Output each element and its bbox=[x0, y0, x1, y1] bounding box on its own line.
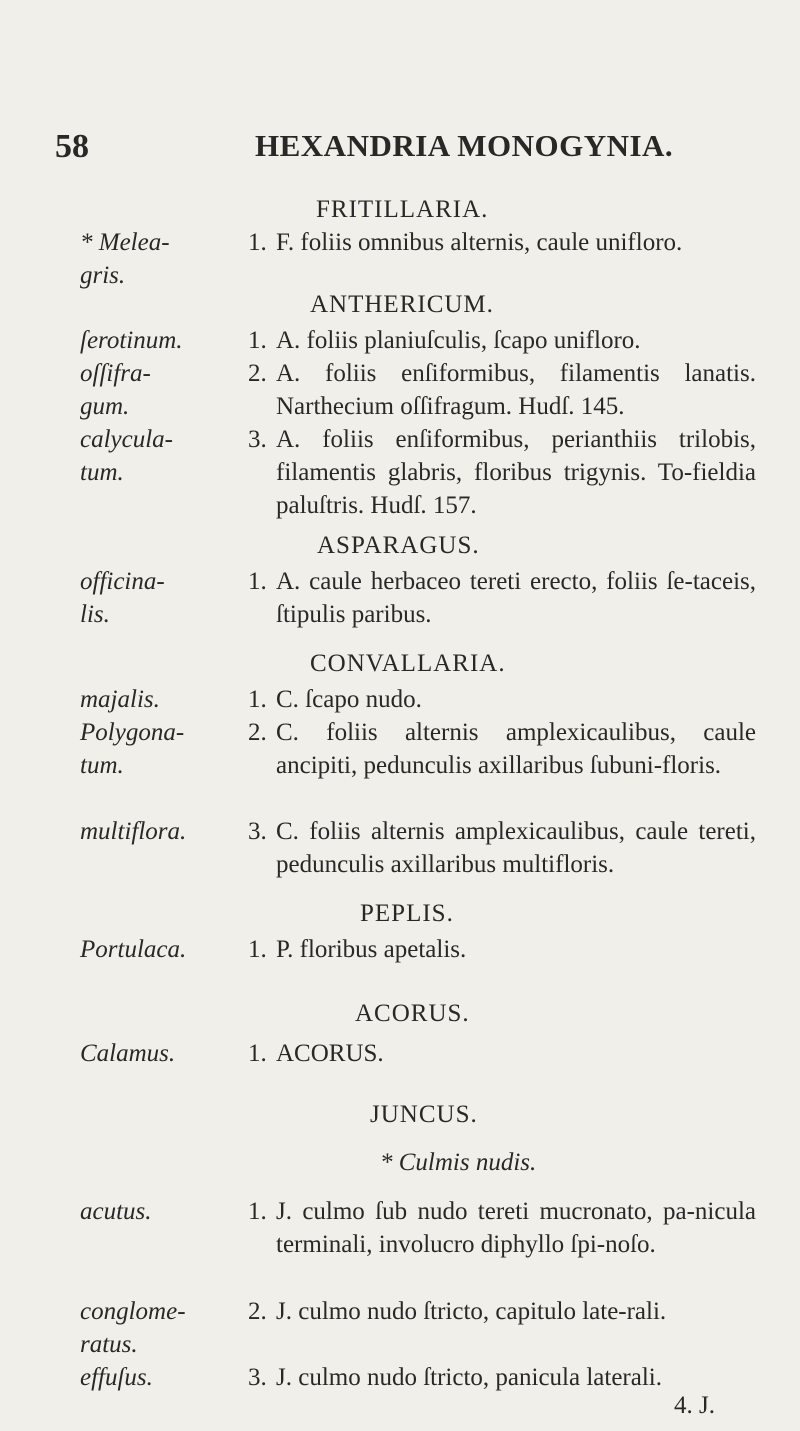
species-description: C. ſcapo nudo. bbox=[276, 686, 422, 713]
species-name: majalis. bbox=[80, 686, 160, 713]
genus-title-convallaria: CONVALLARIA. bbox=[310, 650, 506, 677]
species-name: ſerotinum. bbox=[80, 327, 183, 354]
species-name: effuſus. bbox=[80, 1364, 153, 1391]
genus-title-peplis: PEPLIS. bbox=[360, 900, 454, 927]
species-description: C. foliis alternis amplexicaulibus, caule ancipiti, pedunculis axillaribus ſubuni-floris. bbox=[276, 719, 756, 779]
species-number: 1. bbox=[248, 1198, 267, 1225]
species-number: 1. bbox=[248, 568, 267, 595]
species-number: 2. bbox=[248, 1298, 267, 1325]
running-head: HEXANDRIA MONOGYNIA. bbox=[255, 128, 674, 163]
species-description: A. foliis planiuſculis, ſcapo unifloro. bbox=[276, 327, 641, 354]
species-name: Portulaca. bbox=[80, 936, 187, 963]
genus-title-fritillaria: FRITILLARIA. bbox=[316, 196, 489, 223]
species-description: F. foliis omnibus alternis, caule unifloro. bbox=[276, 229, 683, 256]
species-number: 2. bbox=[248, 360, 267, 387]
species-name: Polygona- tum. bbox=[80, 719, 185, 779]
page-number: 58 bbox=[55, 128, 89, 165]
species-number: 2. bbox=[248, 719, 267, 746]
genus-title-acorus: ACORUS. bbox=[355, 1000, 470, 1027]
species-number: 1. bbox=[248, 229, 267, 256]
genus-title-anthericum: ANTHERICUM. bbox=[310, 291, 494, 318]
species-description: J. culmo nudo ſtricto, panicula laterali. bbox=[276, 1364, 662, 1391]
species-name: oſſifra- gum. bbox=[80, 360, 151, 420]
species-description: A. foliis enſiformibus, filamentis lanatis. Narthecium oſſifragum. Hudſ. 145. bbox=[276, 360, 756, 420]
species-name: Calamus. bbox=[80, 1040, 176, 1067]
species-name: officina- lis. bbox=[80, 568, 165, 628]
species-description: C. foliis alternis amplexicaulibus, caule tereti, pedunculis axillaribus multifloris. bbox=[276, 818, 756, 878]
species-name: acutus. bbox=[80, 1198, 152, 1225]
species-description: A. caule herbaceo tereti erecto, foliis ſe-taceis, ſtipulis paribus. bbox=[276, 568, 756, 628]
species-description: P. floribus apetalis. bbox=[276, 936, 467, 963]
species-number: 3. bbox=[248, 1364, 267, 1391]
species-description: J. culmo nudo ſtricto, capitulo late-rali. bbox=[276, 1298, 667, 1325]
species-number: 1. bbox=[248, 327, 267, 354]
species-description: A. foliis enſiformibus, perianthiis trilobis, filamentis glabris, floribus trigynis. To-fieldia paluſtris. Hudſ. 157. bbox=[276, 426, 756, 519]
genus-title-asparagus: ASPARAGUS. bbox=[317, 532, 480, 559]
species-name: calycula- tum. bbox=[80, 426, 174, 486]
species-number: 1. bbox=[248, 686, 267, 713]
species-number: 1. bbox=[248, 1040, 267, 1067]
page-header bbox=[0, 128, 800, 178]
genus-title-juncus: JUNCUS. bbox=[370, 1101, 478, 1128]
species-name: multiflora. bbox=[80, 818, 187, 845]
juncus-subheading: * Culmis nudis. bbox=[380, 1149, 537, 1176]
species-name: conglome- ratus. bbox=[80, 1298, 186, 1358]
species-number: 3. bbox=[248, 426, 267, 453]
species-description: ACORUS. bbox=[276, 1040, 384, 1067]
catchword: 4. J. bbox=[674, 1392, 715, 1419]
species-number: 1. bbox=[248, 936, 267, 963]
species-description: J. culmo ſub nudo tereti mucronato, pa-nicula terminali, involucro diphyllo ſpi-noſo. bbox=[276, 1198, 756, 1258]
species-name: * Melea- gris. bbox=[80, 229, 170, 289]
species-number: 3. bbox=[248, 818, 267, 845]
